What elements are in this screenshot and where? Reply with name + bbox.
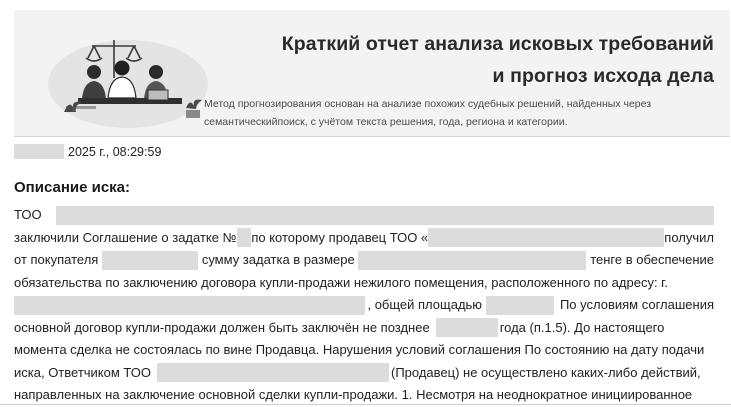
- text-segment: По условиям соглашения: [559, 297, 714, 312]
- report-timestamp: [14, 144, 161, 159]
- paragraph-line: [14, 249, 714, 272]
- text-segment: года (п.1.5). До настоящего: [499, 319, 665, 335]
- text-segment: ТОО: [14, 207, 42, 222]
- paragraph-line: [14, 362, 714, 385]
- redacted-text: [14, 296, 365, 315]
- redacted-text: [102, 251, 198, 270]
- paragraph-line: [14, 227, 714, 250]
- text-segment: момента сделка не состоялась по вине Продавца. Нарушения условий соглашения По состоянию на дату подачи: [14, 342, 705, 357]
- section-title: Описание иска:: [14, 179, 131, 196]
- paragraph-line: [14, 317, 714, 340]
- redacted-text: [358, 251, 586, 270]
- redacted-date: [14, 144, 64, 159]
- text-segment: основной договор купли-продажи должен быть заключён не позднее: [14, 319, 430, 335]
- redacted-text: [436, 318, 498, 337]
- report-subtitle: [204, 95, 724, 131]
- text-segment: от покупателя: [14, 252, 99, 267]
- text-segment: (Продавец) не осуществлено каких-либо действий,: [391, 364, 701, 380]
- report-title: [244, 28, 714, 92]
- text-segment: иска, Ответчиком ТОО: [14, 364, 151, 380]
- redacted-text: [486, 296, 554, 315]
- redacted-text: [237, 228, 252, 247]
- paragraph-line: [14, 272, 714, 295]
- report-title-line2: и прогноз исхода дела: [492, 65, 714, 87]
- redacted-text: [157, 363, 389, 382]
- text-segment: заключили Соглашение о задатке №: [14, 229, 237, 245]
- text-segment: по которому продавец ТОО «: [251, 229, 429, 245]
- report-subtitle-line1: Метод прогнозирования основан на анализе похожих судебных решений, найденных через: [204, 98, 652, 110]
- text-segment: обязательства по заключению договора купли-продажи нежилого помещения, расположенного по адресу: г.: [14, 274, 668, 290]
- claim-description: [14, 204, 714, 407]
- text-segment: сумму задатка в размере: [201, 252, 355, 267]
- paragraph-line: [14, 339, 714, 362]
- paragraph-line: [14, 294, 714, 317]
- report-header: [14, 10, 730, 137]
- redacted-text: [56, 206, 714, 225]
- text-segment: тенге в обеспечение: [590, 252, 714, 267]
- legal-team-scales-illustration-icon: [36, 20, 216, 130]
- text-segment: направленных на заключение основной сделки купли-продажи. 1. Несмотря на неоднократное инициированное: [14, 387, 693, 402]
- paragraph-line: [14, 204, 714, 227]
- timestamp-text: 2025 г., 08:29:59: [68, 144, 162, 159]
- redacted-text: [428, 228, 664, 247]
- report-subtitle-line2: семантическийпоиск, с учётом текста решения, года, региона и категории.: [204, 116, 568, 128]
- report-title-line1: Краткий отчет анализа исковых требований: [281, 33, 714, 55]
- text-segment: получил: [664, 229, 714, 245]
- text-segment: , общей площадью: [367, 297, 483, 312]
